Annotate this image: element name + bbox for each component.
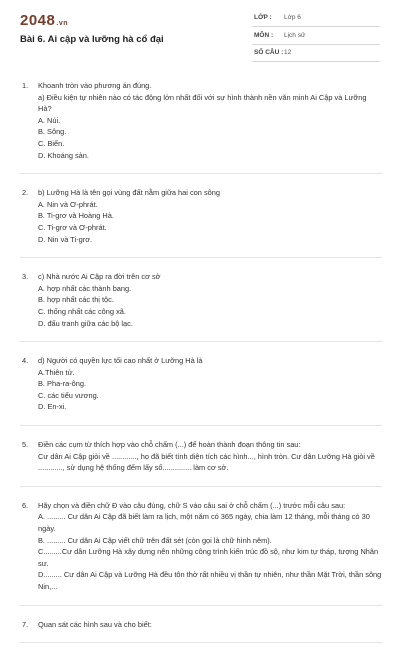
answer-option: B. Pha-ra-ông. <box>38 379 87 389</box>
meta-row <box>252 12 380 27</box>
answer-option: A.Thiên tử. <box>38 367 75 377</box>
question-text: Quan sát các hình sau và cho biết: <box>38 619 152 629</box>
question-item <box>20 500 382 606</box>
question-text: b) Lưỡng Hà là tên gọi vùng đất nằm giữa hai con sông <box>38 188 220 198</box>
meta-label: MÔN : <box>254 32 274 39</box>
answer-option: D. En-xi. <box>38 402 67 412</box>
question-item <box>20 439 382 487</box>
question-text: Hãy chọn và điền chữ Đ vào câu đúng, chữ S vào câu sai ở chỗ chấm (...) trước mỗi câu sau: <box>38 500 346 510</box>
answer-option: A. Núi. <box>38 115 61 125</box>
question-number: 6. <box>22 500 29 510</box>
meta-row <box>252 47 380 62</box>
answer-option: B. Ti-grơ và Hoàng Hà. <box>38 211 114 221</box>
answer-option: B. Sông. <box>38 127 67 137</box>
question-number: 7. <box>22 619 29 629</box>
page-title: Bài 6. Ai cập và lưỡng hà cổ đại <box>20 34 164 45</box>
question-number: 3. <box>22 272 29 282</box>
answer-option: D. Khoáng sản. <box>38 150 89 160</box>
question-text: Khoanh tròn vào phương án đúng. <box>38 81 152 90</box>
question-item <box>20 80 382 174</box>
answer-option: D. đấu tranh giữa các bộ lạc. <box>38 318 133 328</box>
meta-value: 12 <box>284 49 292 56</box>
question-item <box>20 619 382 644</box>
question-number: 1. <box>22 81 29 90</box>
meta-label: LỚP : <box>254 14 272 21</box>
question-text: Điền các cụm từ thích hợp vào chỗ chấm (...) để hoàn thành đoạn thông tin sau: <box>38 440 301 450</box>
answer-option: D. Nin và Ti-grơ. <box>38 234 93 244</box>
meta-row <box>252 30 380 45</box>
question-number: 2. <box>22 188 29 198</box>
question-list <box>20 80 382 656</box>
question-text: d) Người có quyền lực tối cao nhất ở Lưỡng Hà là <box>38 356 203 366</box>
answer-option: C. thống nhất các công xã. <box>38 306 126 316</box>
question-number: 5. <box>22 440 29 450</box>
answer-option: D......... Cư dân Ai Cập và Lưỡng Hà đều tôn thờ rất nhiều vị thần tự nhiên, như thần Mặt Trời, thần sông Nin,... <box>38 570 382 591</box>
answer-option: C. Ti-grơ và Ơ-phrát. <box>38 222 107 232</box>
question-text: Cư dân Ai Cập giỏi về ............, họ đã biết tính diện tích các hình..., hình tròn. Cư dân Lưỡng Hà giỏi về ............, sử dụng hệ thống đếm lấy số.............. làm cơ sở. <box>38 451 375 473</box>
site-logo[interactable]: 2048.vn <box>20 12 68 29</box>
question-item <box>20 271 382 342</box>
answer-option: A. Nin và Ơ-phrát. <box>38 199 98 209</box>
answer-option: B. ......... Cư dân Ai Cập viết chữ trên đất sét (còn gọi là chữ hình nêm). <box>38 535 272 545</box>
answer-option: C.........Cư dân Lưỡng Hà xây dựng nên những công trình kiến trúc đồ sộ, như kim tự tháp, tượng Nhân sư. <box>38 547 379 568</box>
answer-option: A. ......... Cư dân Ai Cập đã biết làm ra lịch, một năm có 365 ngày, chia làm 12 tháng, mỗi tháng có 30 ngày. <box>38 512 370 534</box>
meta-label: SỐ CÂU : <box>254 49 284 56</box>
answer-option: C. Biển. <box>38 138 65 148</box>
question-text: a) Điều kiện tự nhiên nào có tác động lớn nhất đối với sự hình thành nền văn minh Ai Cập và Lưỡng Hà? <box>38 92 367 114</box>
question-number: 4. <box>22 356 29 366</box>
answer-option: C. các tiểu vương. <box>38 390 99 400</box>
answer-option: B. hợp nhất các thị tộc. <box>38 295 114 305</box>
page-header <box>0 0 400 70</box>
question-item <box>20 187 382 258</box>
question-text: c) Nhà nước Ai Cập ra đời trên cơ sở <box>38 272 161 282</box>
question-item <box>20 355 382 426</box>
answer-option: A. hợp nhất các thành bang. <box>38 283 132 293</box>
meta-value: Lịch sử <box>284 32 306 39</box>
meta-value: Lớp 6 <box>284 14 301 21</box>
